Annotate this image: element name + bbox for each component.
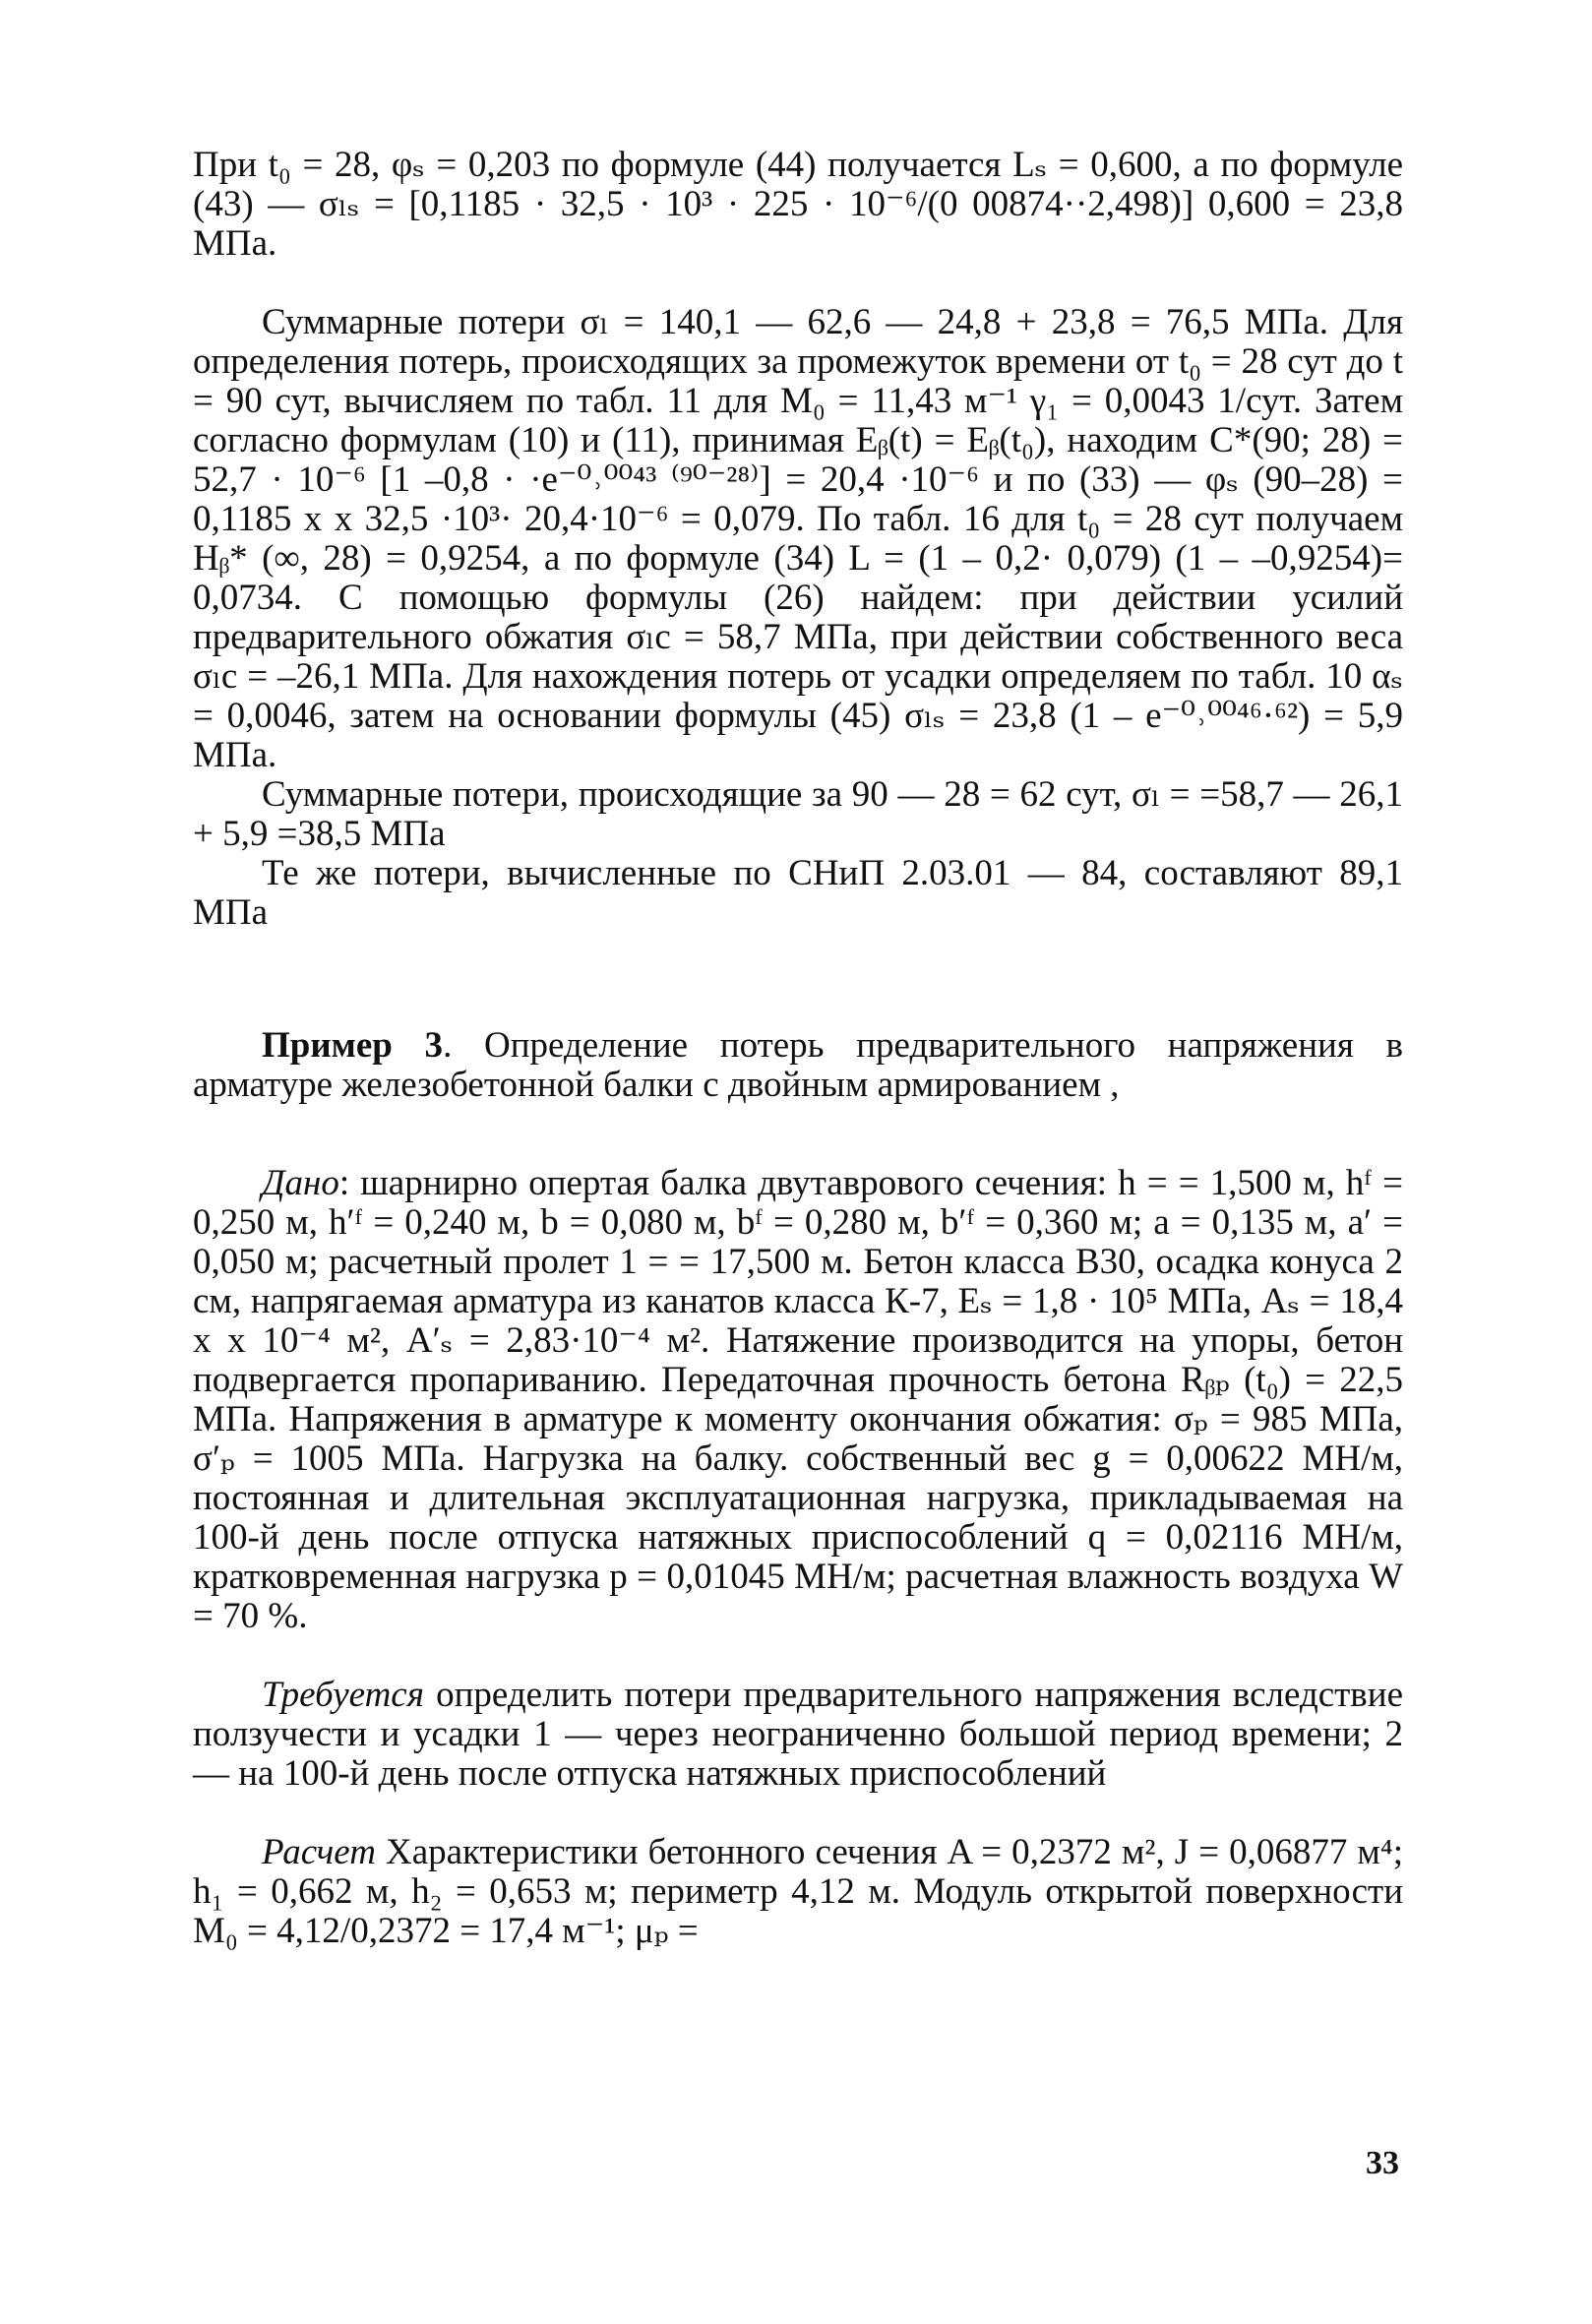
example-label: Пример 3 — [262, 1025, 444, 1066]
page-text — [193, 146, 1403, 1951]
example-title: . Определение потерь предварительного напряжения в арматуре железобетонной балки с двойным армированием , — [193, 1025, 1403, 1105]
given-label: Дано — [262, 1163, 339, 1203]
required-paragraph — [193, 1676, 1403, 1794]
paragraph-3: Суммарные потери, происходящие за 90 — 28 = 62 сут, σₗ = =58,7 — 26,1 + 5,9 =38,5 МПа — [193, 774, 1403, 854]
paragraph-4: Те же потери, вычисленные по СНиП 2.03.01 — 84, составляют 89,1 МПа — [193, 853, 1403, 933]
calc-label: Расчет — [262, 1832, 376, 1872]
required-text: определить потери предварительного напряжения вследствие ползучести и усадки 1 — через неограниченно большой период времени; 2 — на 100-й день после отпуска натяжных приспособлений — [193, 1675, 1403, 1794]
paragraph-1: При t₀ = 28, φₛ = 0,203 по формуле (44) получается Lₛ = 0,600, а по формуле (43) — σₗₛ = [0,1185 · 32,5 · 10³ · 225 · 10⁻⁶/(0 00874··2,498)] 0,600 = 23,8 МПа. — [193, 145, 1403, 264]
example-heading — [193, 1026, 1403, 1105]
given-paragraph — [193, 1164, 1403, 1636]
page-number: 33 — [1366, 2145, 1399, 2181]
calc-paragraph — [193, 1833, 1403, 1951]
paragraph-2: Суммарные потери σₗ = 140,1 — 62,6 — 24,8 + 23,8 = 76,5 МПа. Для определения потерь, происходящих за промежуток времени от t₀ = 28 сут до t = 90 сут, вычисляем по табл. 11 для M₀ = 11,43 м⁻¹ γ₁ = 0,0043 1/сут. Затем согласно формулам (10) и (11), принимая Eᵦ(t) = Eᵦ(t₀), находим C*(90; 28) = 52,7 · 10⁻⁶ [1 –0,8 · ·e⁻⁰˒⁰⁰⁴³ ⁽⁹⁰⁻²⁸⁾] = 20,4 ·10⁻⁶ и по (33) — φₛ (90–28) = 0,1185 x x 32,5 ·10³· 20,4·10⁻⁶ = 0,079. По табл. 16 для t₀ = 28 сут получаем Hᵦ* (∞, 28) = 0,9254, а по формуле (34) L = (1 – 0,2· 0,079) (1 – –0,9254)= 0,0734. С помощью формулы (26) найдем: при действии усилий предварительного обжатия σₗc = 58,7 МПа, при действии собственного веса σₗc = –26,1 МПа. Для нахождения потерь от усадки определяем по табл. 10 αₛ = 0,0046, затем на основании формулы (45) σₗₛ = 23,8 (1 – e⁻⁰˒⁰⁰⁴⁶·⁶²) = 5,9 МПа. — [193, 302, 1403, 775]
required-label: Требуется — [262, 1675, 424, 1715]
given-text: : шарнирно опертая балка двутаврового сечения: h = = 1,500 м, hᶠ = 0,250 м, h′ᶠ = 0,240 м, b = 0,080 м, bᶠ = 0,280 м, b′ᶠ = 0,360 м; a = 0,135 м, a′ = 0,050 м; расчетный пролет 1 = = 17,500 м. Бетон класса В30, осадка конуса 2 см, напрягаемая арматура из канатов класса К-7, Eₛ = 1,8 · 10⁵ МПа, Aₛ = 18,4 x x 10⁻⁴ м², A′ₛ = 2,83·10⁻⁴ м². Натяжение производится на упоры, бетон подвергается пропариванию. Передаточная прочность бетона Rᵦₚ (t₀) = 22,5 МПа. Напряжения в арматуре к моменту окончания обжатия: σₚ = 985 МПа, σ′ₚ = 1005 МПа. Нагрузка на балку. собственный вес g = 0,00622 МН/м, постоянная и длительная эксплуатационная нагрузка, прикладываемая на 100-й день после отпуска натяжных приспособлений q = 0,02116 МН/м, кратковременная нагрузка p = 0,01045 МН/м; расчетная влажность воздуха W = 70 %. — [193, 1163, 1403, 1636]
calc-text: Характеристики бетонного сечения A = 0,2372 м², J = 0,06877 м⁴; h₁ = 0,662 м, h₂ = 0,653 м; периметр 4,12 м. Модуль открытой поверхности M₀ = 4,12/0,2372 = 17,4 м⁻¹; μₚ = — [193, 1832, 1403, 1951]
